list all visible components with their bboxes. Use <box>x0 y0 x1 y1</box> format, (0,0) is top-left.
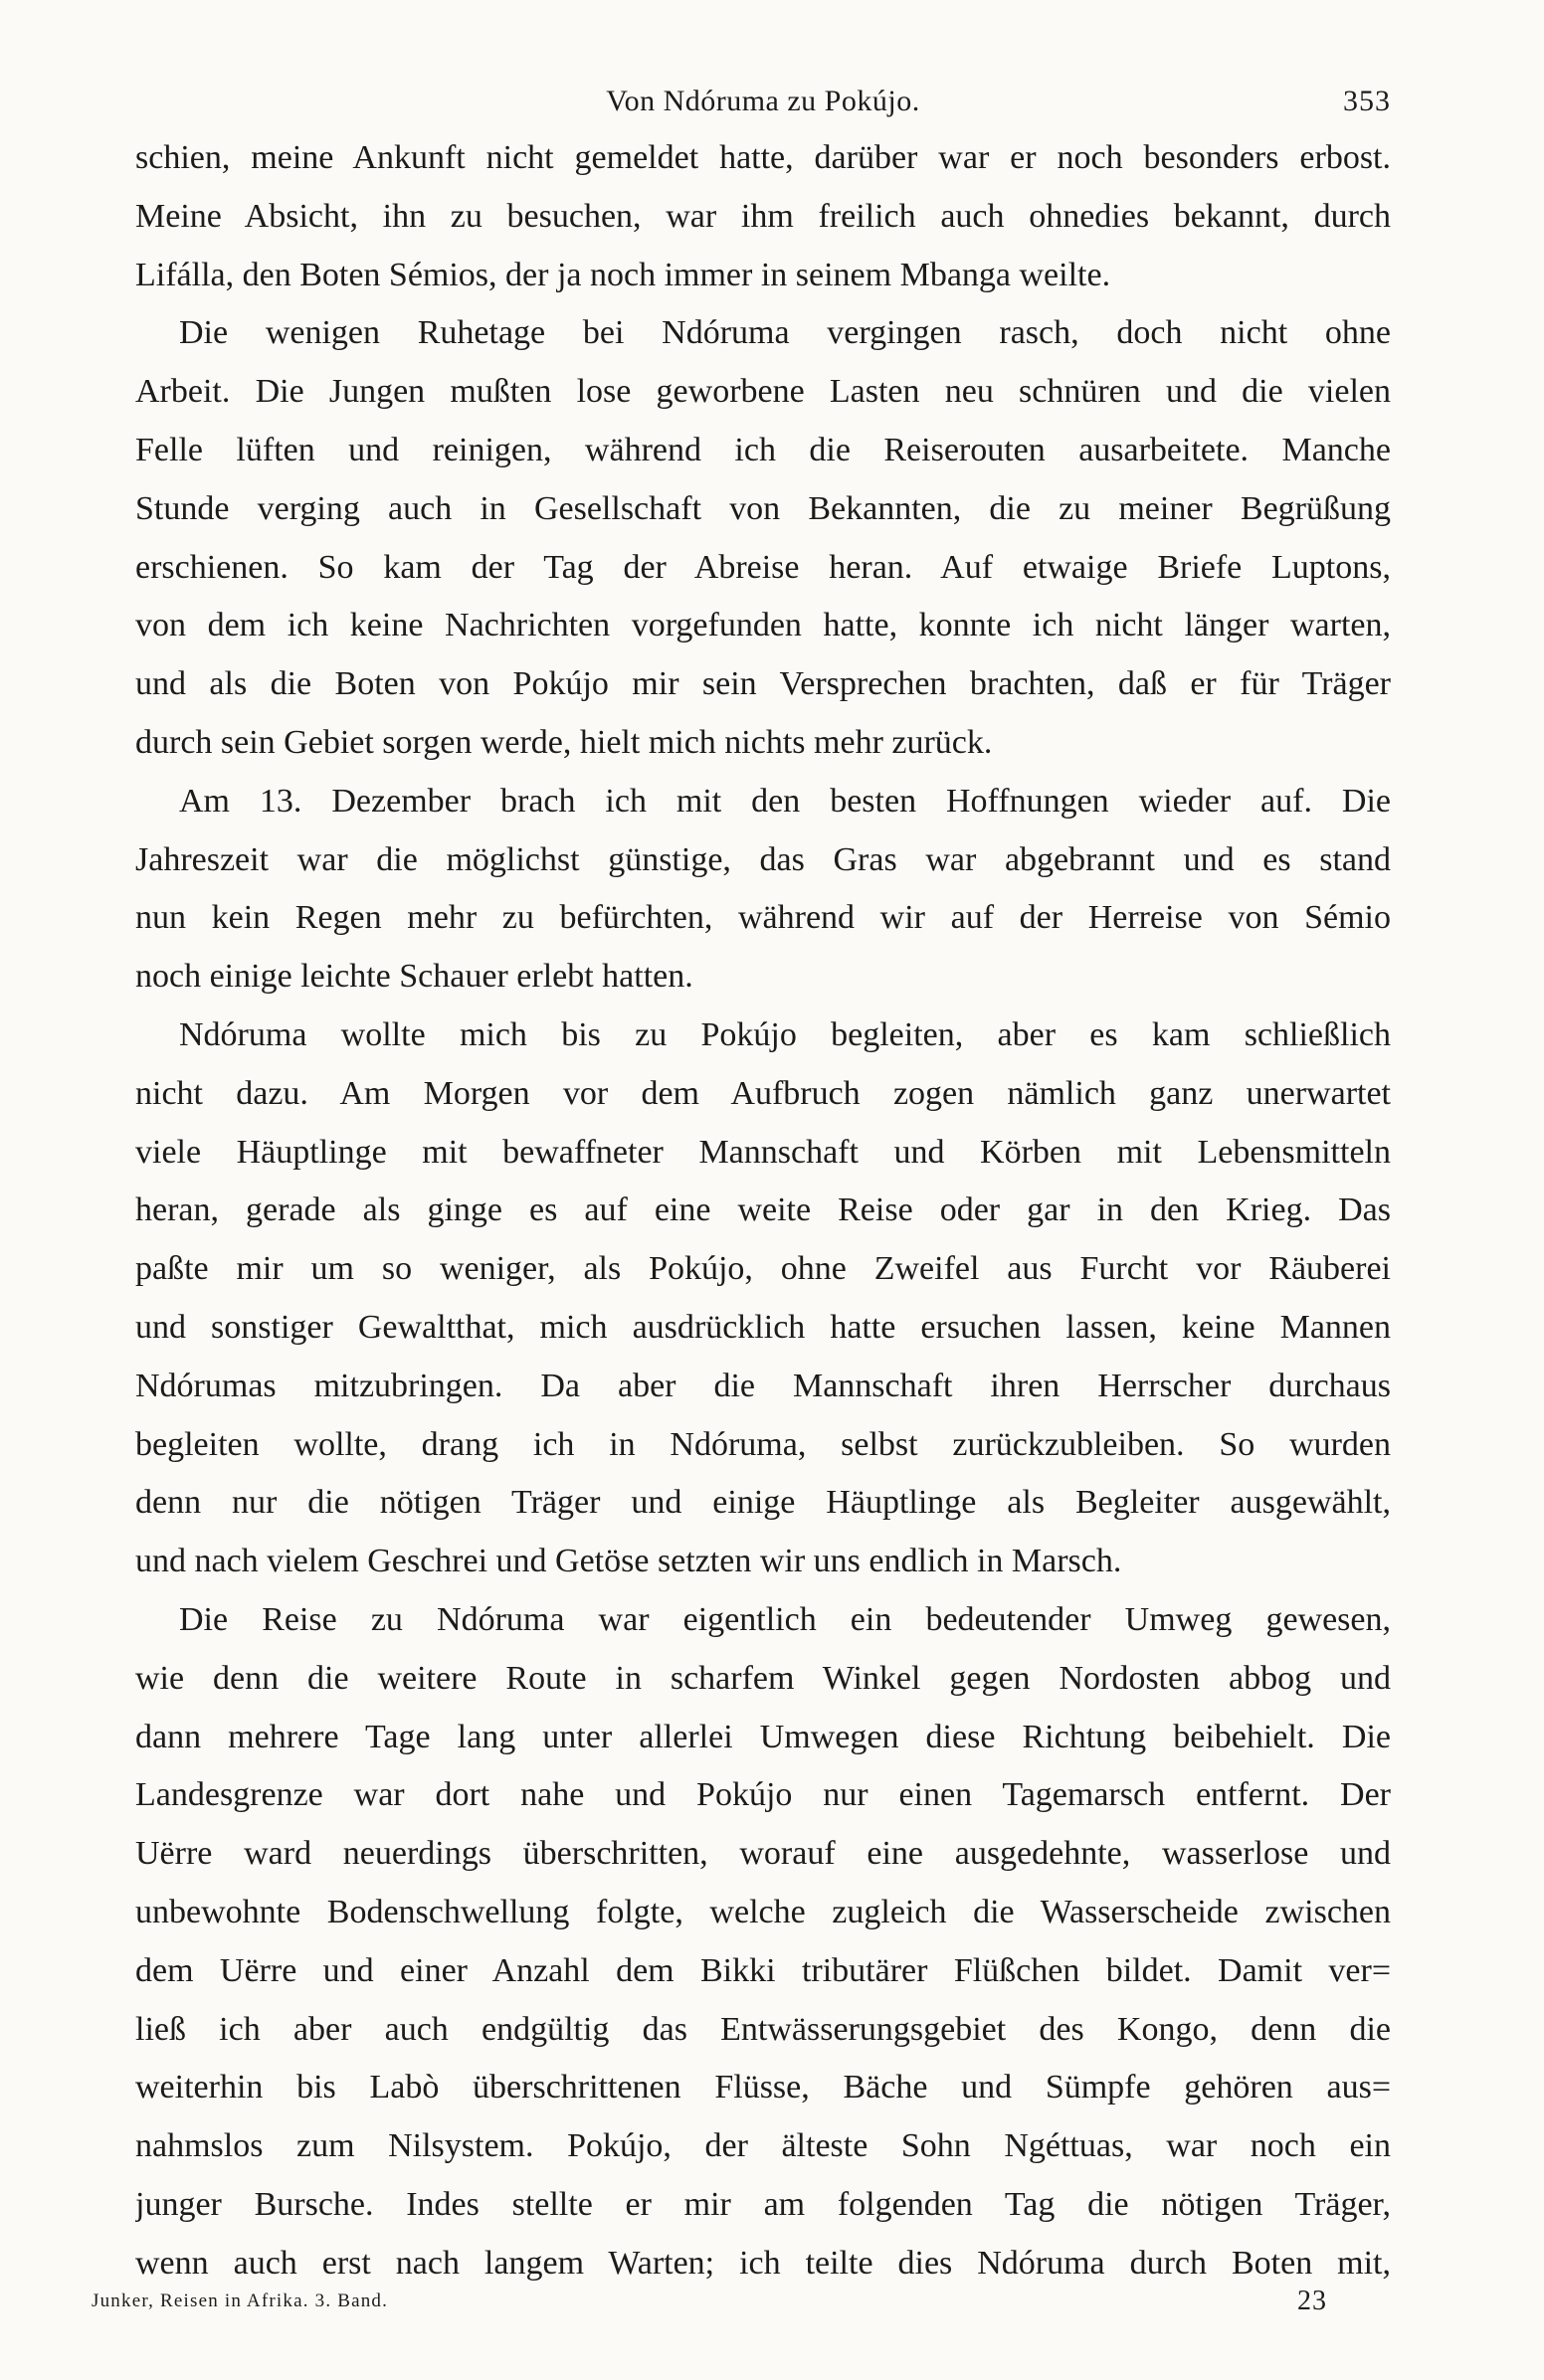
text-line: Stunde verging auch in Gesellschaft von Bekannten, die zu meiner Begrüßung <box>135 489 1391 527</box>
text-line: Ndórumas mitzubringen. Da aber die Mannschaft ihren Herrscher durchaus <box>135 1367 1391 1404</box>
text-line: Uërre ward neuerdings überschritten, worauf eine ausgedehnte, wasserlose und <box>135 1835 1391 1873</box>
footer-signature: Junker, Reisen in Afrika. 3. Band. <box>92 2290 389 2311</box>
text-line: wie denn die weitere Route in scharfem Winkel gegen Nordosten abbog und <box>135 1659 1391 1697</box>
text-line: dem Uërre und einer Anzahl dem Bikki tributärer Flüßchen bildet. Damit ver= <box>135 1951 1391 1989</box>
text-line: von dem ich keine Nachrichten vorgefunden hatte, konnte ich nicht länger warten, <box>135 607 1391 644</box>
text-line: denn nur die nötigen Träger und einige Häuptlinge als Begleiter ausgewählt, <box>135 1484 1391 1522</box>
text-line: durch sein Gebiet sorgen werde, hielt mich nichts mehr zurück. <box>135 723 993 761</box>
text-line: Die Reise zu Ndóruma war eigentlich ein bedeutender Umweg gewesen, <box>179 1600 1391 1638</box>
text-line: Die wenigen Ruhetage bei Ndóruma vergingen rasch, doch nicht ohne <box>179 314 1391 352</box>
text-line: nicht dazu. Am Morgen vor dem Aufbruch zogen nämlich ganz unerwartet <box>135 1074 1391 1112</box>
text-line: unbewohnte Bodenschwellung folgte, welche zugleich die Wasserscheide zwischen <box>135 1893 1391 1930</box>
text-line: Ndóruma wollte mich bis zu Pokújo begleiten, aber es kam schließlich <box>179 1015 1391 1053</box>
text-line: noch einige leichte Schauer erlebt hatten. <box>135 958 693 996</box>
text-line: nahmslos zum Nilsystem. Pokújo, der älteste Sohn Ngéttuas, war noch ein <box>135 2127 1391 2165</box>
page-number: 353 <box>1343 85 1391 117</box>
text-line: paßte mir um so weniger, als Pokújo, ohne Zweifel aus Furcht vor Räuberei <box>135 1250 1391 1288</box>
text-line: Jahreszeit war die möglichst günstige, das Gras war abgebrannt und es stand <box>135 840 1391 878</box>
text-line: dann mehrere Tage lang unter allerlei Umwegen diese Richtung beibehielt. Die <box>135 1718 1391 1755</box>
text-line: viele Häuptlinge mit bewaffneter Mannschaft und Körben mit Lebensmitteln <box>135 1133 1391 1171</box>
text-body <box>135 129 1391 2292</box>
text-line: schien, meine Ankunft nicht gemeldet hatte, darüber war er noch besonders erbost. <box>135 139 1391 176</box>
text-line: heran, gerade als ginge es auf eine weite Reise oder gar in den Krieg. Das <box>135 1191 1391 1229</box>
text-line: nun kein Regen mehr zu befürchten, während wir auf der Herreise von Sémio <box>135 899 1391 937</box>
text-line: Felle lüften und reinigen, während ich die Reiserouten ausarbeitete. Manche <box>135 431 1391 468</box>
text-line: und nach vielem Geschrei und Getöse setzten wir uns endlich in Marsch. <box>135 1543 1122 1580</box>
footer-sheet-number: 23 <box>1297 2286 1327 2316</box>
running-head <box>135 80 1391 123</box>
text-line: Meine Absicht, ihn zu besuchen, war ihm freilich auch ohnedies bekannt, durch <box>135 197 1391 235</box>
text-line: Am 13. Dezember brach ich mit den besten Hoffnungen wieder auf. Die <box>179 782 1391 820</box>
text-line: Arbeit. Die Jungen mußten lose geworbene Lasten neu schnüren und die vielen <box>135 373 1391 411</box>
text-line: erschienen. So kam der Tag der Abreise heran. Auf etwaige Briefe Luptons, <box>135 548 1391 586</box>
text-line: und sonstiger Gewaltthat, mich ausdrücklich hatte ersuchen lassen, keine Mannen <box>135 1308 1391 1346</box>
text-line: junger Bursche. Indes stellte er mir am folgenden Tag die nötigen Träger, <box>135 2185 1391 2223</box>
page-footer <box>92 2284 1391 2319</box>
text-line: wenn auch erst nach langem Warten; ich teilte dies Ndóruma durch Boten mit, <box>135 2244 1391 2282</box>
text-line: Lifálla, den Boten Sémios, der ja noch immer in seinem Mbanga weilte. <box>135 256 1111 293</box>
running-head-title: Von Ndóruma zu Pokújo. <box>606 85 920 117</box>
text-line: ließ ich aber auch endgültig das Entwässerungsgebiet des Kongo, denn die <box>135 2010 1391 2048</box>
text-line: weiterhin bis Labò überschrittenen Flüsse, Bäche und Sümpfe gehören aus= <box>135 2069 1391 2106</box>
text-line: und als die Boten von Pokújo mir sein Versprechen brachten, daß er für Träger <box>135 665 1391 703</box>
text-line: begleiten wollte, drang ich in Ndóruma, selbst zurückzubleiben. So wurden <box>135 1425 1391 1463</box>
text-line: Landesgrenze war dort nahe und Pokújo nur einen Tagemarsch entfernt. Der <box>135 1776 1391 1814</box>
